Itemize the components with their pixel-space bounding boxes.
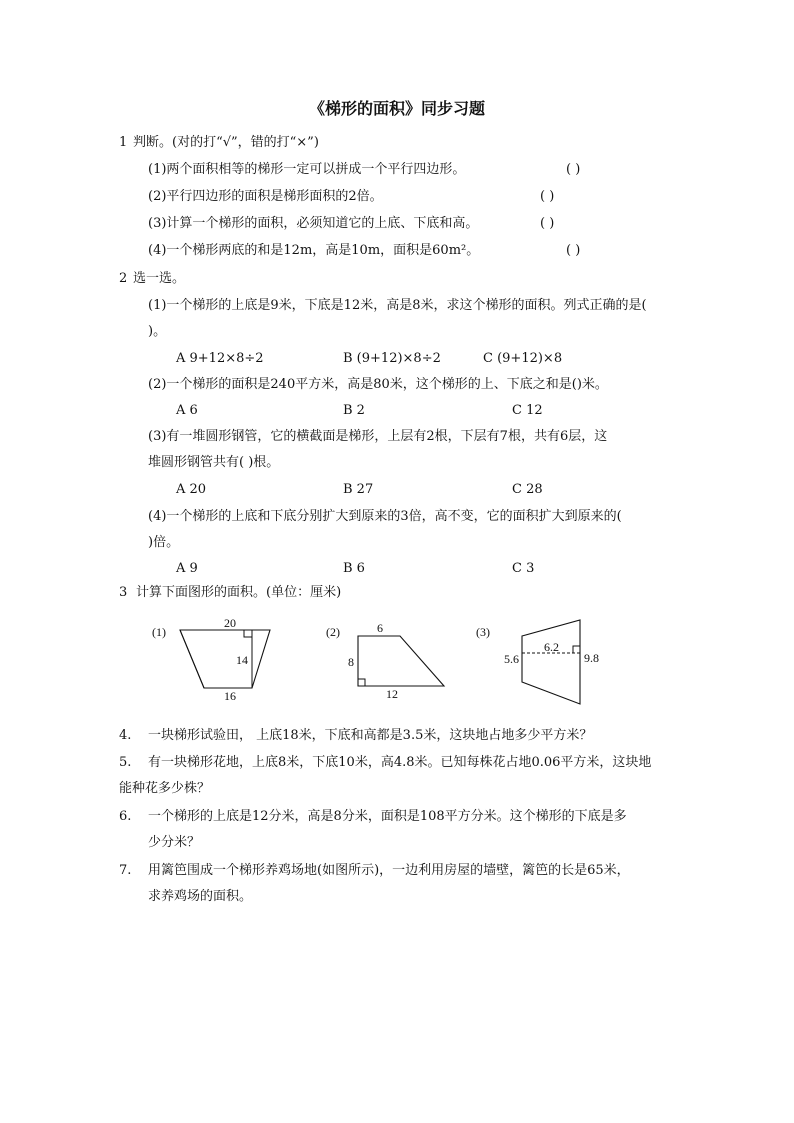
q2-number: 2 [119, 271, 128, 286]
q2-item-3-option-b: B 27 [343, 482, 374, 497]
figure-2-height-value: 8 [348, 655, 354, 669]
q1-answer-paren-2[interactable]: ( ) [540, 189, 555, 204]
q3-heading: 计算下面图形的面积。(单位：厘米) [136, 585, 342, 600]
figure-3-left-value: 5.6 [504, 652, 519, 666]
q1-heading: 判断。(对的打“√”，错的打“×”) [133, 135, 319, 150]
q2-item-4-option-b: B 6 [343, 561, 365, 576]
q1-item-1: (1)两个面积相等的梯形一定可以拼成一个平行四边形。 [148, 162, 466, 177]
figure-1-top-value: 20 [224, 616, 236, 630]
q2-item-1-option-b: B (9+12)×8÷2 [343, 351, 441, 366]
q2-heading: 选一选。 [133, 271, 186, 286]
q2-item-1-option-c: C (9+12)×8 [483, 351, 563, 366]
q2-item-2-option-a: A 6 [176, 403, 198, 418]
figure-3-right-angle [573, 646, 580, 653]
q2-item-3-line1: (3)有一堆圆形钢管，它的横截面是梯形，上层有2根，下层有7根，共有6层，这 [148, 429, 608, 444]
q2-item-3-option-c: C 28 [512, 482, 543, 497]
q2-item-3-option-a: A 20 [176, 482, 207, 497]
figure-1-trapezoid-outline [180, 630, 270, 688]
figure-3-width-value: 6.2 [544, 640, 559, 654]
q3-number: 3 [119, 585, 128, 600]
q5-number: 5. [119, 755, 132, 770]
figure-3-label: (3) [476, 625, 490, 639]
q2-item-2-option-b: B 2 [343, 403, 365, 418]
q7-number: 7. [119, 863, 132, 878]
q6-line2: 少分米？ [148, 835, 201, 850]
figure-1-outline [180, 630, 270, 688]
q5-line1: 有一块梯形花地，上底8米，下底10米，高4.8米。已知每株花占地0.06平方米，这块地 [148, 755, 652, 770]
figure-2-label: (2) [326, 625, 340, 639]
q6-line1: 一个梯形的上底是12分米，高是8分米，面积是108平方分米。这个梯形的下底是多 [148, 809, 627, 824]
q1-item-4: (4)一个梯形两底的和是12m，高是10m，面积是60m²。 [148, 243, 480, 258]
page-title: 《梯形的面积》同步习题 [308, 99, 485, 118]
figure-2-right-trapezoid [358, 636, 444, 686]
figure-2-top-value: 6 [377, 621, 383, 635]
q4-text: 一块梯形试验田， 上底18米，下底和高都是3.5米，这块地占地多少平方米？ [148, 728, 593, 743]
figure-2-right-angle [358, 679, 365, 686]
q2-item-4-line2: )倍。 [148, 535, 180, 550]
figure-3-trapezoid [522, 620, 580, 704]
q7-line2: 求养鸡场的面积。 [148, 889, 253, 904]
q1-answer-paren-4[interactable]: ( ) [566, 243, 581, 258]
q2-item-4-option-c: C 3 [512, 561, 535, 576]
q2-item-3-line2: 堆圆形钢管共有( )根。 [148, 455, 280, 470]
q5-line2: 能种花多少株？ [119, 781, 211, 796]
q2-item-1-line1: (1)一个梯形的上底是9米，下底是12米，高是8米，求这个梯形的面积。列式正确的是( [148, 298, 647, 313]
q2-item-4-option-a: A 9 [176, 561, 198, 576]
q2-item-2-option-c: C 12 [512, 403, 543, 418]
q1-answer-paren-1[interactable]: ( ) [566, 162, 581, 177]
q1-item-2: (2)平行四边形的面积是梯形面积的2倍。 [148, 189, 383, 204]
q1-answer-paren-3[interactable]: ( ) [540, 216, 555, 231]
figure-1-label: (1) [152, 625, 166, 639]
figure-1-bottom-value: 16 [224, 689, 236, 703]
q2-item-1-line2: )。 [148, 324, 167, 339]
q2-item-1-option-a: A 9+12×8÷2 [176, 351, 264, 366]
q3-figures [140, 612, 620, 712]
q2-item-4-line1: (4)一个梯形的上底和下底分别扩大到原来的3倍，高不变，它的面积扩大到原来的( [148, 509, 622, 524]
figure-3-right-value: 9.8 [584, 651, 599, 665]
q4-number: 4. [119, 728, 132, 743]
q6-number: 6. [119, 809, 132, 824]
q1-item-3: (3)计算一个梯形的面积，必须知道它的上底、下底和高。 [148, 216, 479, 231]
q1-number: 1 [119, 135, 128, 150]
q7-line1: 用篱笆围成一个梯形养鸡场地(如图所示)，一边利用房屋的墙壁，篱笆的长是65米， [148, 863, 630, 878]
figure-2-bottom-value: 12 [386, 687, 398, 701]
figure-1-height-value: 14 [236, 653, 248, 667]
q2-item-2-line1: (2)一个梯形的面积是240平方米，高是80米，这个梯形的上、下底之和是()米。 [148, 377, 608, 392]
figure-1-right-angle [244, 630, 252, 637]
